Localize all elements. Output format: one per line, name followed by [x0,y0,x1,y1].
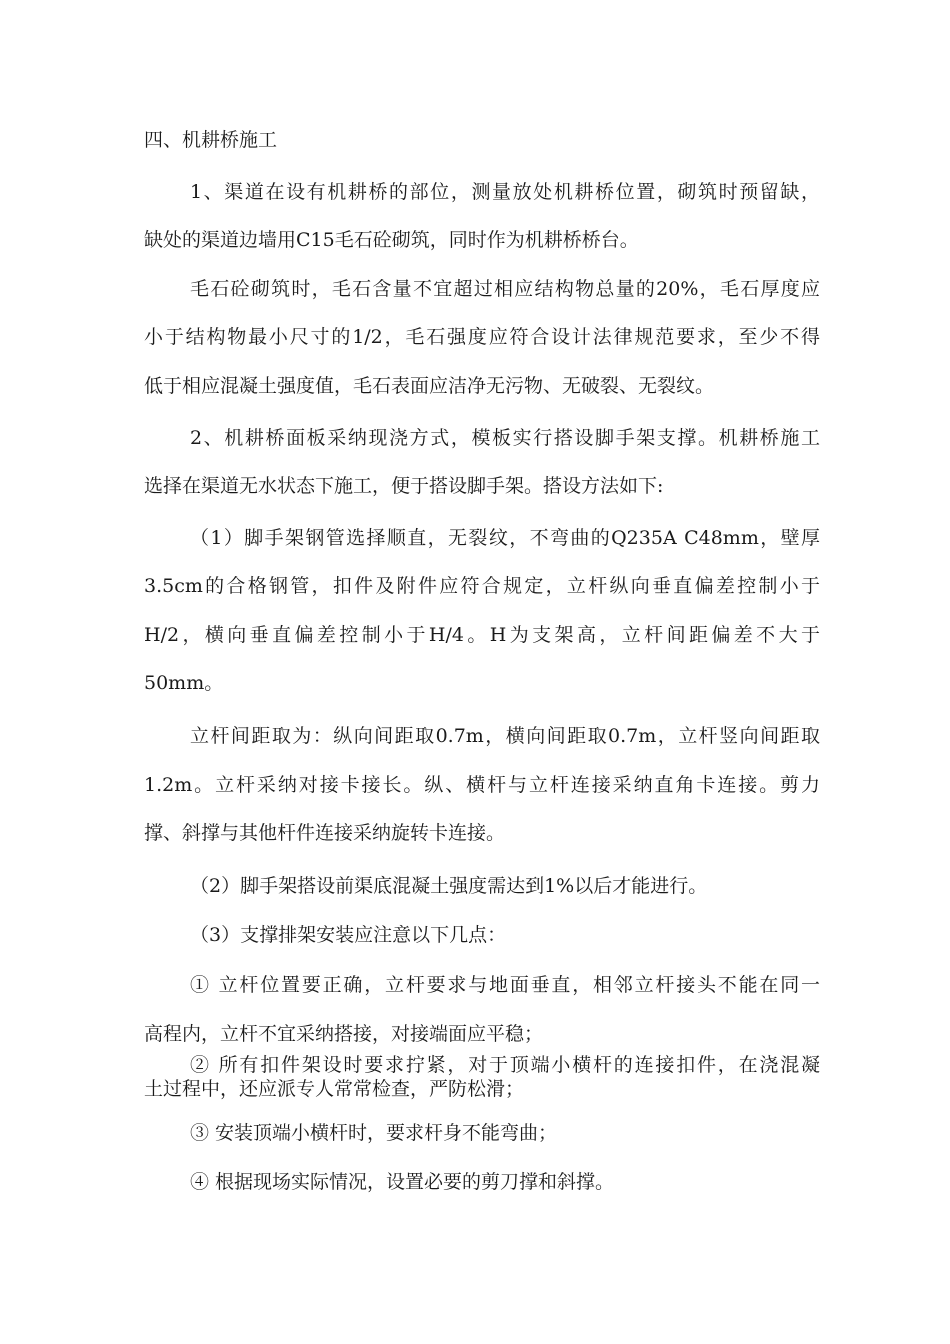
paragraph-2-line-3: 低于相应混凝土强度值，毛石表面应洁净无污物、无破裂、无裂纹。 [144,375,715,397]
paragraph-4-line-4: 50mm。 [144,672,224,694]
paragraph-1-line-1: 1、渠道在设有机耕桥的部位，测量放处机耕桥位置，砌筑时预留缺， [190,181,820,203]
paragraph-3-line-1: 2、机耕桥面板采纳现浇方式，模板实行搭设脚手架支撑。机耕桥施工 [190,427,820,449]
paragraph-1-line-2: 缺处的渠道边墙用C15毛石砼砌筑，同时作为机耕桥桥台。 [144,229,639,251]
list-item-2-line-2: 土过程中，还应派专人常常检查，严防松滑； [144,1078,525,1100]
list-item-1-line-2: 高程内，立杆不宜采纳搭接，对接端面应平稳； [144,1023,544,1045]
list-item-1-line-1: ① 立杆位置要正确，立杆要求与地面垂直，相邻立杆接头不能在同一 [190,974,820,996]
paragraph-5-line-3: 撑、斜撑与其他杆件连接采纳旋转卡连接。 [144,822,506,844]
paragraph-4-line-3: H/2，横向垂直偏差控制小于H/4。H为支架高，立杆间距偏差不大于 [144,624,820,646]
list-item-3: ③ 安装顶端小横杆时，要求杆身不能弯曲； [190,1122,558,1144]
paragraph-2-line-1: 毛石砼砌筑时，毛石含量不宜超过相应结构物总量的20%，毛石厚度应 [190,278,820,300]
paragraph-2-line-2: 小于结构物最小尺寸的1/2，毛石强度应符合设计法律规范要求，至少不得 [144,326,820,348]
paragraph-3-line-2: 选择在渠道无水状态下施工，便于搭设脚手架。搭设方法如下: [144,475,664,497]
list-item-4: ④ 根据现场实际情况，设置必要的剪刀撑和斜撑。 [190,1171,615,1193]
paragraph-4-line-2: 3.5cm的合格钢管，扣件及附件应符合规定，立杆纵向垂直偏差控制小于 [144,575,820,597]
paragraph-7: （3）支撑排架安装应注意以下几点： [190,924,507,946]
section-heading: 四、机耕桥施工 [144,129,278,151]
list-item-2-line-1: ② 所有扣件架设时要求拧紧，对于顶端小横杆的连接扣件，在浇混凝 [190,1054,820,1076]
paragraph-5-line-1: 立杆间距取为：纵向间距取0.7m，横向间距取0.7m，立杆竖向间距取 [190,725,820,747]
paragraph-4-line-1: （1）脚手架钢管选择顺直，无裂纹，不弯曲的Q235A C48mm，壁厚 [190,527,820,549]
paragraph-5-line-2: 1.2m。立杆采纳对接卡接长。纵、横杆与立杆连接采纳直角卡连接。剪力 [144,774,820,796]
paragraph-6: （2）脚手架搭设前渠底混凝土强度需达到1%以后才能进行。 [190,875,708,897]
